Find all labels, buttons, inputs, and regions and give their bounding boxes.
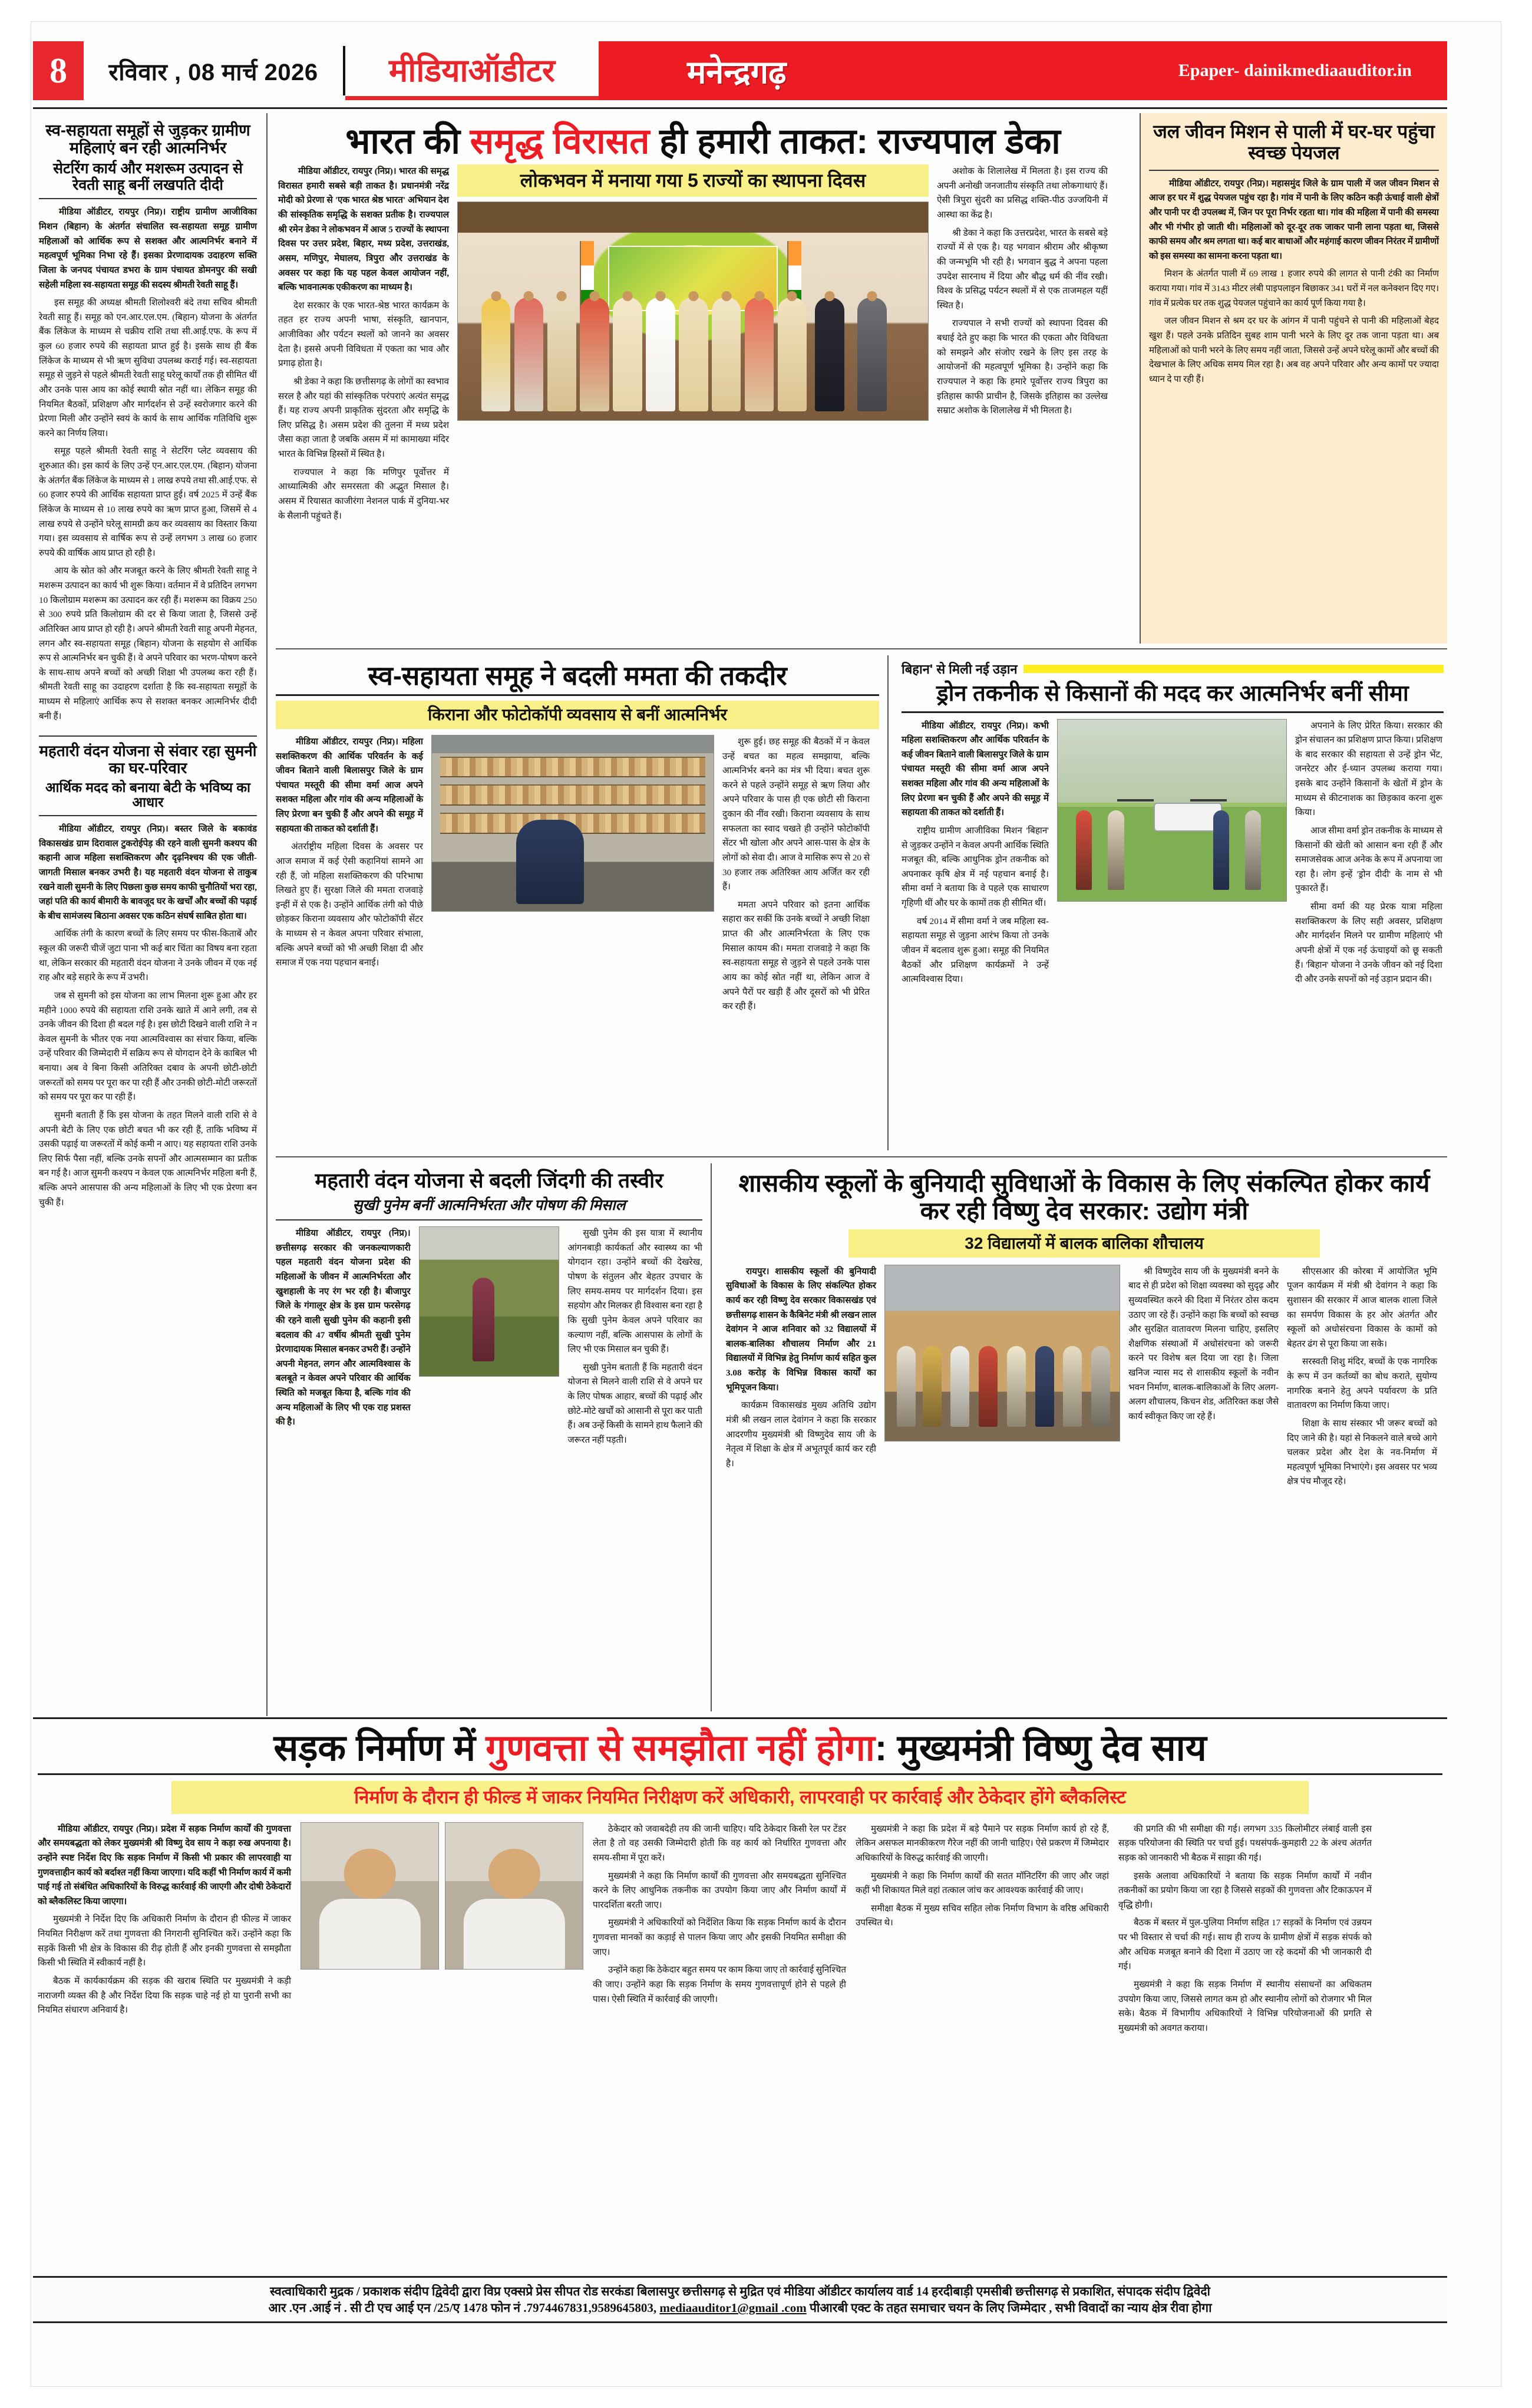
section-rule-1 (276, 648, 1447, 649)
lead-c1-p3: श्री डेका ने कहा कि छत्तीसगढ़ के लोगों का स्वभाव सरल है और यहां की सांस्कृतिक परंपराएं अत्यंत समृद्ध हैं। यह राज्य अपनी प्राकृतिक सुंदरता और समृद्धि के लिए प्रसिद्ध है। असम प्रदेश की तुलना में मध्य प्रदेश जैसा कहा जाता है जबकि असम में मां कामाख्या मंदिर भारत के विभिन्न हिस्सों में स्थित है। (278, 376, 449, 460)
shopkeeper-figure (516, 820, 584, 904)
bottom-c2-p2: मुख्यमंत्री ने कहा कि निर्माण कार्यों की गुणवत्ता और समयबद्धता सुनिश्चित करने के लिए आधुनिक तकनीक का उपयोग किया जाए और निर्माण कार्यों में पारदर्शिता बरती जाए। (593, 1871, 846, 1910)
school-c1-p2: कार्यक्रम विकासखंड मुख्य अतिथि उद्योग मंत्री श्री लखन लाल देवांगन ने कहा कि सरकार आदरणीय मुख्यमंत्री श्री विष्णुदेव साय जी के नेतृत्व में शिक्षा के क्षेत्र में अभूतपूर्व कार्य कर रही है। (726, 1400, 876, 1469)
lead-photo-statehood-day (457, 202, 929, 421)
left-top-p4: आय के स्रोत को और मजबूत करने के लिए श्रीमती रेवती साहू ने मशरूम उत्पादन का कार्य भी शुरू किया। वर्तमान में वे प्रतिदिन लगभग 10 किलोग्राम मशरूम का उत्पादन कर रही हैं। मशरूम का विक्रय 250 से 300 रुपये प्रति किलोग्राम की दर से किया जाता है, जिससे उन्हें अतिरिक्त आय प्राप्त हो रही है। अपने श्रीमती रेवती साहू अपनी मेहनत, लगन और स्व-सहायता समूह (बिहान) योजना के सहयोग से आर्थिक रूप से आत्मनिर्भर बन चुकी हैं। वे अपने परिवार का भरण-पोषण करने के साथ-साथ अपने बच्चों को अच्छी शिक्षा भी उपलब्ध करा रही हैं। श्रीमती रेवती साहू का उदाहरण दर्शाता है कि स्व-सहायता समूहों के माध्यम से महिलाएं आर्थिक रूप से सशक्त बनकर आत्मनिर्भर दीदी बनी हैं। (39, 566, 257, 721)
lead-c2-p2: श्री डेका ने कहा कि उत्तरप्रदेश, भारत के सबसे बड़े राज्यों में से एक है। यह भगवान श्रीराम और श्रीकृष्ण की जन्मभूमि भी रही है। भगवान बुद्ध ने अपना पहला उपदेश सारनाथ में दिया और बौद्ध धर्म की नींव रखी। विश्व के प्रसिद्ध पर्यटन स्थलों में से एक ताजमहल यहीं स्थित है। (937, 227, 1108, 311)
midstory-c1-p2: अंतर्राष्ट्रीय महिला दिवस के अवसर पर आज समाज में कई ऐसी कहानियां सामने आ रही हैं, जो महिला सशक्तिकरण की परिभाषा लिखते हुए हैं। सुरक्षा जिले की ममता राजवाड़े इन्हीं में से एक है। उन्होंने आर्थिक तंगी को पीछे छोड़कर किराना व्यवसाय और फोटोकॉपी सेंटर के माध्यम से न केवल अपना परिवार संभाला, बल्कि अपने बच्चों को भी अच्छी शिक्षा दी और समाज में एक नया पहचान बनाई। (276, 842, 423, 968)
section-rule-2 (276, 1156, 1447, 1157)
bottom-c3-p2: मुख्यमंत्री ने कहा कि निर्माण कार्यों की सतत मॉनिटरिंग की जाए और जहां कहीं भी शिकायत मिले वहां तत्काल जांच कर आवश्यक कार्रवाई की जाए। (856, 1871, 1109, 1896)
page-number: 8 (33, 41, 84, 100)
bottom-c4-p2: इसके अलावा अधिकारियों ने बताया कि सड़क निर्माण कार्यों में नवीन तकनीकों का प्रयोग किया जा रहा है जिससे सड़कों की गुणवत्ता और टिकाऊपन में वृद्धि होगी। (1118, 1871, 1372, 1910)
school-c3-p1: सीएसआर की कोरबा में आयोजित भूमि पूजन कार्यक्रम में मंत्री श्री देवांगन ने कहा कि सुशासन की सरकार में आज बालक शाला जिले का समर्पण विकास के हर ओर अंतर्गत और स्कूलों को अधोसंरचना विकास के कामों को बेहतर ढंग से पूरा किया जा सके। (1287, 1266, 1437, 1349)
left-top-p2: इस समूह की अध्यक्ष श्रीमती शिलोश्वरी बंदे तथा सचिव श्रीमती रेवती साहू हैं। समूह को एन.आर.एल.एम. (बिहान) योजना के अंतर्गत बैंक लिंकेज के माध्यम से चक्रीय राशि तथा सी.आई.एफ. के रूप में कुल 60 हजार रुपये की सहायता प्राप्त हुई है। इसके साथ ही बैंक लिंकेज के माध्यम से भी ऋण सुविधा उपलब्ध कराई गई। स्व-सहायता समूह से जुड़ने से पहले श्रीमती रेवती साहू घरेलू कार्यों तक ही सीमित थीं और उनके पास आय का कोई स्थायी स्रोत नहीं था। लेकिन समूह की नियमित बैठकों, प्रशिक्षण और मार्गदर्शन से उन्हें स्वरोजगार करने की प्रेरणा मिली और उन्होंने स्वयं के कार्य के साथ आर्थिक गतिविधि शुरू करने का निर्णय लिया। (39, 298, 257, 438)
school-col1 (726, 1265, 876, 1493)
publication-date: रविवार , 08 मार्च 2026 (108, 59, 318, 85)
lead-c1-p4: राज्यपाल ने कहा कि मणिपुर पूर्वोत्तर में आध्यात्मिकी और समरसता की अद्भुत मिसाल है। असम में रियासत काजीरंगा नेशनल पार्क में दुनिया-भर के सैलानी पहुंचते हैं। (278, 467, 449, 521)
midstory-subheadline: किराना और फोटोकॉपी व्यवसाय से बनीं आत्मनिर्भर (276, 701, 879, 729)
farmer-woman-figure (473, 1278, 495, 1361)
drone-c1-p1: मीडिया ऑडीटर, रायपुर (निप्र)। कभी महिला सशक्तिकरण और आर्थिक परिवर्तन के कई जीवन बिताने वाली बिलासपुर जिले के ग्राम पंचायत मस्तूरी की सीमा वर्मा आज अपने सशक्त महिला और गांव की अन्य महिलाओं के लिए प्रेरणा बन चुकी हैं और अपने की समूह में सहायता की ताकत को दर्शाती हैं। (902, 720, 1049, 818)
bottom-c1-p3: बैठक में कार्यकार्यक्रम की सड़क की खराब स्थिति पर मुख्यमंत्री ने कड़ी नाराजगी व्यक्त की है और निर्देश दिया कि सड़क चाहे नई हो या पुरानी सभी का नियमित संधारण अनिवार्य है। (38, 1975, 291, 2016)
city-strip (599, 41, 1447, 100)
mahtari-c1-p1: मीडिया ऑडीटर, रायपुर (निप्र)। छत्तीसगढ़ सरकार की जनकल्याणकारी पहल महतारी वंदन योजना प्रदेश की महिलाओं के जीवन में आत्मनिर्भरता और खुशहाली के नए रंग भर रही है। बीजापुर जिले के गंगालूर क्षेत्र के इस ग्राम फरसेगढ़ की रहने वाली सुखी पुनेम की कहानी इसी बदलाव की 47 वर्षीय श्रीमती सुखी पुनेम प्रेरणादायक मिसाल बनकर उभरी हैं। उन्होंने अपनी मेहनत, लगन और आत्मविश्वास के बलबूते न केवल अपने परिवार की आर्थिक स्थिति को मजबूत किया है, बल्कि गांव की अन्य महिलाओं के लिए भी एक राह प्रशस्त की है। (276, 1228, 411, 1427)
bottom-headline-a: सड़क निर्माण में (273, 1728, 486, 1769)
left-top-subheadline: सेटरिंग कार्य और मशरूम उत्पादन से रेवती साहू बनीं लखपति दीदी (39, 160, 257, 199)
midstory-photo-shop (431, 735, 714, 912)
bottom-c2-p3: मुख्यमंत्री ने अधिकारियों को निर्देशित किया कि सड़क निर्माण कार्य के दौरान गुणवत्ता मानकों का कड़ाई से पालन किया जाए और इसकी नियमित समीक्षा की जाए। (593, 1918, 846, 1957)
drone-c2-p1: अपनाने के लिए प्रेरित किया। सरकार की ड्रोन संचालन का प्रशिक्षण प्राप्त किया। प्रशिक्षण के बाद सरकार की सहायता से उन्हें ड्रोन भेंट, जनरेटर और ई-ध्यान उपलब्ध कराया गया। इसके बाद उन्होंने किसानों के खेतों में ड्रोन के माध्यम से कीटनाशक का छिड़काव करना शुरू किया। (1295, 720, 1442, 818)
drone-c1-p2: राष्ट्रीय ग्रामीण आजीविका मिशन 'बिहान' से जुड़कर उन्होंने न केवल अपनी आर्थिक स्थिति मजबूत की, बल्कि आधुनिक ड्रोन तकनीक को अपनाकर कृषि क्षेत्र में नई पहचान बनाई है। सीमा वर्मा ने बताया कि वे पहले एक साधारण गृहिणी थीं और घर के कामों तक ही सीमित थीं। (902, 825, 1049, 909)
bottom-headline (38, 1722, 1442, 1775)
midstory-selfhelp (276, 655, 889, 1150)
footer-rni: आर .एन .आई नं . सी टी एच आई एन /25/ए 1478 फोन नं .7974467831,9589645803, (268, 2301, 660, 2315)
drone-col1 (902, 719, 1049, 991)
left-mid-p3: जब से सुमनी को इस योजना का लाभ मिलना शुरू हुआ और हर महीने 1000 रुपये की सहायता राशि उनके खाते में आने लगी, तब से उनके जीवन की दिशा ही बदल गई है। इस छोटी दिखने वाली राशि ने न केवल सुमनी के भीतर एक नया आत्मविश्वास का संचार किया, बल्कि उन्हें परिवार की जिम्मेदारी में सक्रिय रूप से योगदान देने के काबिल भी बनाया। अब वे बिना किसी अतिरिक्त दबाव के अपनी छोटी-छोटी जरूरतों को समय पर पूरा कर पा रही हैं और उनकी छोटी-मोटी जरूरतों को समय पर पूरा कर पा रही हैं। (39, 990, 257, 1103)
left-mid-subheadline: आर्थिक मदद को बनाया बेटी के भविष्य का आधार (39, 780, 257, 817)
lead-c1-p1: मीडिया ऑडीटर, रायपुर (निप्र)। भारत की समृद्ध विरासत हमारी सबसे बड़ी ताकत है। प्रधानमंत्री नरेंद्र मोदी को प्रेरणा से 'एक भारत श्रेष्ठ भारत' अभियान देश की सांस्कृतिक समृद्धि के सशक्त प्रतीक है। राज्यपाल श्री रमेन डेका ने लोकभवन में आज 5 राज्यों के स्थापना दिवस पर उत्तर प्रदेश, बिहार, मध्य प्रदेश, उत्तराखंड, असम, मणिपुर, मेघालय, त्रिपुरा और उत्तराखंड के अवसर पर कहा कि यह पहल केवल आयोजन नहीं, बल्कि भावनात्मक एकीकरण का माध्यम है। (278, 166, 449, 293)
right-top-p3: जल जीवन मिशन से श्रम दर घर के आंगन में पानी पहुंचने से पानी की महिलाओं बेहद खुश हैं। पहले उनके प्रतिदिन सुबह शाम पानी भरने के लिए दूर तक जाना पड़ता था। अब महिलाओं को पानी भरने के लिए समय नहीं जाता, जिससे उन्हें अपने घरेलू कामों और बच्चों की देखभाल के लिए अधिक समय मिल रहा है। अब वह अपने परिवार और अन्य कामों पर ज्यादा ध्यान दे पा रही हैं। (1149, 316, 1439, 384)
bottom-c4-p3: बैठक में बस्तर में पुल-पुलिया निर्माण सहित 17 सड़कों के निर्माण एवं उन्नयन पर भी विस्तार से चर्चा की गई। साथ ही राज्य के ग्रामीण क्षेत्रों में सड़क संपर्क को और अधिक मजबूत बनाने की दिशा में उठाए जा रहे कदमों की भी जानकारी दी गई। (1118, 1918, 1372, 1972)
lead-col2 (937, 164, 1108, 527)
left-mid-body (39, 822, 257, 1210)
school-col3 (1287, 1265, 1437, 1493)
right-top-body (1149, 177, 1439, 387)
bottom-c4-p4: मुख्यमंत्री ने कहा कि सड़क निर्माण में स्थानीय संसाधनों का अधिकतम उपयोग किया जाए, जिससे लागत कम हो और स्थानीय लोगों को रोजगार भी मिल सके। बैठक में विभागीय अधिकारियों ने विभिन्न परियोजनाओं की प्रगति से मुख्यमंत्री को अवगत कराया। (1118, 1979, 1372, 2033)
lead-c2-p1: अशोक के शिलालेख में मिलता है। इस राज्य की अपनी अनोखी जनजातीय संस्कृति तथा लोकगाथाएं हैं। ऐसी त्रिपुरा सुंदरी का प्रसिद्ध शक्ति-पीठ उज्जयिनी में आस्था का केंद्र है। (937, 166, 1108, 220)
right-top-story (1140, 113, 1447, 644)
bottom-col1 (38, 1822, 291, 2040)
midstory-col2 (722, 735, 870, 1018)
bottom-c2-p4: उन्होंने कहा कि ठेकेदार बहुत समय पर काम किया जाए तो कार्रवाई सुनिश्चित की जाए। उन्होंने कहा कि सड़क निर्माण के समय गुणवत्तापूर्ण होने से पहले ही पास। ऐसी स्थिति में कार्रवाई की जाएगी। (593, 1965, 846, 2004)
left-mid-headline: महतारी वंदन योजना से संवार रहा सुमनी का घर-परिवार (39, 742, 257, 777)
school-col2 (1128, 1265, 1279, 1493)
epaper-url: Epaper- dainikmediaauditor.in (1178, 61, 1412, 80)
left-rail (33, 113, 268, 1716)
mahtari-story (276, 1163, 712, 1711)
bottom-c1-p1: मीडिया ऑडीटर, रायपुर (निप्र)। प्रदेश में सड़क निर्माण कार्यों की गुणवत्ता और समयबद्धता को लेकर मुख्यमंत्री श्री विष्णु देव साय ने कड़ा रुख अपनाया है। उन्होंने स्पष्ट निर्देश दिए कि सड़क निर्माण में किसी भी प्रकार की लापरवाही या गुणवत्ताहीन कार्य को बर्दाश्त नहीं किया जाएगा। यदि कहीं भी निर्माण कार्य में कमी पाई गई तो संबंधित अधिकारियों के विरुद्ध कार्रवाई की जाएगी और दोषी ठेकेदारों को ब्लैकलिस्ट किया जाएगा। (38, 1823, 291, 1906)
bottom-headline-b: : मुख्यमंत्री विष्णु देव साय (874, 1728, 1207, 1769)
lead-headline-highlight: समृद्ध विरासत (470, 121, 650, 161)
bottom-story (33, 1722, 1447, 2276)
bottom-col2 (593, 1822, 846, 2040)
bottom-col3 (856, 1822, 1109, 2040)
school-story (721, 1163, 1447, 1711)
footer-legal: पीआरबी एक्ट के तहत समाचार चयन के लिए जिम्मेदार , सभी विवादों का न्याय क्षेत्र रीवा होगा (806, 2301, 1212, 2315)
lead-headline (276, 113, 1130, 164)
footer-imprint (33, 2276, 1447, 2323)
bottom-col4 (1118, 1822, 1372, 2040)
left-top-p1: मीडिया ऑडीटर, रायपुर (निप्र)। राष्ट्रीय ग्रामीण आजीविका मिशन (बिहान) के अंतर्गत संचालित स्व-सहायता समूह ग्रामीण महिलाओं को आर्थिक रूप से सशक्त और आत्मनिर्भर बनाने में महत्वपूर्ण भूमिका निभा रहे हैं। इसका प्रेरणादायक उदाहरण सक्ति जिला के जनपद पंचायत डभरा के ग्राम पंचायत डोमनपुर की सखी सहेली महिला स्व-सहायता समूह की सदस्य श्रीमती रेवती साहू हैं। (39, 207, 257, 290)
midstory-headline: स्व-सहायता समूह ने बदली ममता की तकदीर (276, 655, 879, 696)
drone-story (898, 655, 1447, 1150)
bottom-subheadline: निर्माण के दौरान ही फील्ड में जाकर नियमित निरीक्षण करें अधिकारी, लापरवाही पर कार्रवाई और ठेकेदार होंगे ब्लैकलिस्ट (171, 1781, 1309, 1813)
school-c1-p1: रायपुर। शासकीय स्कूलों की बुनियादी सुविधाओं के विकास के लिए संकल्पित होकर कार्य कर रही विष्णु देव सरकार विकासखंड एवं छत्तीसगढ़ शासन के कैबिनेट मंत्री श्री लखन लाल देवांगन ने आज शनिवार को 32 विद्यालयों में बालक-बालिका शौचालय निर्माण और 21 विद्यालयों में विभिन्न हेतु निर्माण कार्य सहित कुल 3.08 करोड़ के विभिन्न विकास कार्यों का भूमिपूजन किया। (726, 1266, 876, 1393)
drone-headline: ड्रोन तकनीक से किसानों की मदद कर आत्मनिर्भर बनीं सीमा (902, 678, 1444, 713)
school-c2-p1: श्री विष्णुदेव साय जी के मुख्यमंत्री बनने के बाद से ही प्रदेश को शिक्षा व्यवस्था को सुदृढ़ और सुव्यवस्थित करने की दिशा में निरंतर ठोस कदम उठाए जा रहे हैं। उन्होंने कहा कि बच्चों को स्वच्छ और सुरक्षित वातावरण मिलना चाहिए, इसलिए शैक्षणिक संस्थाओं में अधोसंरचना को जरूरी करने पर विशेष बल दिया जा रहा है। जिला खनिज न्यास मद से शासकीय स्कूलों के नवीन भवन निर्माण, बालक-बालिकाओं के लिए अलग-अलग शौचालय, किचन शेड, अतिरिक्त कक्ष जैसे कार्य स्वीकृत किए जा रहे हैं। (1128, 1266, 1279, 1421)
bottom-headline-highlight: गुणवत्ता से समझौता नहीं होगा (486, 1728, 875, 1769)
left-top-p3: समूह पहले श्रीमती रेवती साहू ने सेटरिंग प्लेट व्यवसाय की शुरुआत की। इस कार्य के लिए उन्हें एन.आर.एल.एम. (बिहान) योजना के अंतर्गत बैंक लिंकेज के माध्यम से 1 लाख रुपये तथा सी.आई.एफ. से 60 हजार रुपये की आर्थिक सहायता प्राप्त हुई। वर्ष 2025 में उन्हें बैंक लिंकेज के माध्यम से 10 लाख रुपये का ऋण प्राप्त हुआ, जिसमें से 4 लाख रुपये से उन्होंने घरेलू सामग्री क्रय कर व्यवसाय का विस्तार किया गया। इस व्यवसाय से वार्षिक रूप से उन्हें लगभग 3 लाख 60 हजार रुपये की वार्षिक आय प्राप्त हो रही है। (39, 446, 257, 558)
left-top-headline: स्व-सहायता समूहों से जुड़कर ग्रामीण महिलाएं बन रही आत्मनिर्भर (45, 121, 250, 157)
bottom-c1-p2: मुख्यमंत्री ने निर्देश दिए कि अधिकारी निर्माण के दौरान ही फील्ड में जाकर नियमित निरीक्षण करें तथा गुणवत्ता की निगरानी सुनिश्चित करें। उन्होंने कहा कि सड़कें किसी भी क्षेत्र के विकास की रीढ़ होती हैं और इनकी गुणवत्ता से समझौता किसी भी स्थिति में स्वीकार्य नहीं है। (38, 1914, 291, 1968)
school-subheadline: 32 विद्यालयों में बालक बालिका शौचालय (848, 1229, 1320, 1258)
midstory-c2-p2: ममता अपने परिवार को इतना आर्थिक सहारा कर सकीं कि उनके बच्चों ने अच्छी शिक्षा प्राप्त की और आत्मनिर्भरता के लिए एक मिसाल कायम की। ममता राजवाड़े ने कहा कि स्व-सहायता समूह से जुड़ने से पहले उनके पास आय का कोई स्रोत नहीं था, लेकिन आज वे अपने पैरों पर खड़ी हैं और दूसरों को भी प्रेरित कर रही हैं। (722, 899, 870, 1012)
lead-headline-b: ही हमारी ताकत: राज्यपाल डेका (649, 121, 1061, 161)
bottom-c2-p1: ठेकेदार को जवाबदेही तय की जानी चाहिए। यदि ठेकेदार किसी रेल पर टेंडर लेता है तो वह उसकी जिम्मेदारी होती कि वह कार्य को निर्धारित गुणवत्ता और समय-सीमा में पूरा करें। (593, 1823, 846, 1863)
school-c3-p3: शिक्षा के साथ संस्कार भी जरूर बच्चों को दिए जाने की है। यहां से निकलने वाले बच्चे आगे चलकर प्रदेश और देश के नव-निर्माण में महत्वपूर्ण भूमिका निभाएंगे। इस अवसर पर भव्य क्षेत्र पंच मौजूद रहे। (1287, 1418, 1437, 1487)
midstory-c2-p1: शुरू हुई। छह समूह की बैठकों में न केवल उन्हें बचत का महत्व समझाया, बल्कि आत्मनिर्भर बनने का मंत्र भी दिया। बचत शुरू करने से पहले उन्होंने समूह से ऋण लिया और अपने परिवार के पास ही एक छोटी सी किराना दुकान की नींव रखी। किराना व्यवसाय के साथ सफलता का स्वाद चखते ही उन्होंने फोटोकॉपी सेंटर भी खोला और अपने आस-पास के क्षेत्र के लोगों को सेवा दी। आज वे मासिक रूप से 20 से 30 हजार तक अतिरिक्त आय अर्जित कर रही हैं। (722, 736, 870, 892)
midstory-col1 (276, 735, 423, 1018)
footer-line-1: स्वत्वाधिकारी मुद्रक / प्रकाशक संदीप द्विवेदी द्वारा विप्र एक्सप्रे प्रेस सीपत रोड सरकंडा बिलासपुर छत्तीसगढ़ से मुद्रित एवं मीडिया ऑडीटर कार्यालय वार्ड 14 हरदीबाड़ी एमसीबी छत्तीसगढ़ से प्रकाशित, संपादक संदीप द्विवेदी (270, 2284, 1210, 2298)
bottom-photo-portrait-2 (445, 1822, 583, 1970)
bottom-c3-p1: मुख्यमंत्री ने कहा कि प्रदेश में बड़े पैमाने पर सड़क निर्माण कार्य हो रहे हैं, लेकिन असफल मानकीकरण गैरेज नहीं की जानी चाहिए। ऐसे प्रकरण में जिम्मेदार अधिकारियों के विरुद्ध कार्रवाई की जाएगी। (856, 1823, 1109, 1863)
lead-subheadline: लोकभवन में मनाया गया 5 राज्यों का स्थापना दिवस (457, 164, 929, 196)
lead-story (276, 113, 1130, 644)
section-rule-3 (33, 1717, 1447, 1719)
midstory-c1-p1: मीडिया ऑडीटर, रायपुर (निप्र)। महिला सशक्तिकरण की आर्थिक परिवर्तन के कई जीवन बिताने वाली बिलासपुर जिले के ग्राम पंचायत मस्तूरी की सीमा वर्मा आज अपने सशक्त महिला और गांव की अन्य महिलाओं के लिए प्रेरणा बन चुकी हैं और अपने की समूह में सहायता की ताकत को दर्शाती हैं। (276, 736, 423, 834)
bottom-c4-p1: की प्रगति की भी समीक्षा की गई। लगभग 335 किलोमीटर लंबाई वाली इस सड़क परियोजना की स्थिति पर चर्चा हुई। पथसंपर्क-कुमहारी 22 के अंश्च अंतर्गत सड़क को जानकारी भी बैठक में साझा की गई। (1118, 1823, 1372, 1863)
edition-city: मनेन्द्रगढ़ (687, 55, 787, 90)
kicker-bar (1023, 665, 1444, 673)
bottom-photo-portrait-1 (301, 1822, 439, 1970)
school-headline: शासकीय स्कूलों के बुनियादी सुविधाओं के विकास के लिए संकल्पित होकर कार्य कर रही विष्णु देव सरकार: उद्योग मंत्री (738, 1169, 1430, 1225)
left-mid-p2: आर्थिक तंगी के कारण बच्चों के लिए समय पर फीस-किताबें और स्कूल की जरूरी चीजें जुटा पाना भी कई बार चिंता का विषय बना रहता था, लेकिन सरकार की महतारी वंदन योजना ने उनके जीवन में एक नई राह और बड़े सहारे के रूप में उभरी। (39, 929, 257, 983)
footer-line-2 (33, 2300, 1447, 2321)
left-mid-p1: मीडिया ऑडीटर, रायपुर (निप्र)। बस्तर जिले के बकावंड विकासखंड ग्राम दिरावाल टुकरोईपेड़ की रहने वाली सुमनी कश्यप की कहानी आज महिला सशक्तिकरण और दृढ़निश्चय की एक जीती-जागती मिसाल बनकर उभरी है। यह महतारी वंदन योजना से ताकुब रखने वाली सुमनी के लिए पिछला कुछ समय काफी चुनौतियों भरा रहा, जहां पति की कार्य बीमारी के बावजूद घर के खर्चों और बच्चों की पढ़ाई के बीच सामंजस्य बिठाना अवसर एक कठिन संघर्ष साबित होता था। (39, 824, 257, 921)
mahtari-col2 (567, 1226, 702, 1451)
mahtari-c2-p2: सुखी पुनेम बताती हैं कि महतारी वंदन योजना से मिलने वाली राशि से वे अपने घर के लिए पोषक आहार, बच्चों की पढ़ाई और छोटे-मोटे खर्चों को आसानी से पूरा कर पाती हैं। अब उन्हें किसी के सामने हाथ फैलाने की जरूरत नहीं पड़ती। (567, 1362, 702, 1445)
lead-c2-p3: राज्यपाल ने सभी राज्यों को स्थापना दिवस की बधाई देते हुए कहा कि भारत की एकता और विविधता को समझने और संजोए रखने के लिए इस तरह के आयोजनों की महत्वपूर्ण भूमिका है। उन्होंने कहा कि राज्यपाल ने कहा कि हमारे पूर्वोत्तर राज्य त्रिपुरा का इतिहास काफी प्राचीन है, जिसके इतिहास का उल्लेख सम्राट अशोक के शिलालेख में भी मिलता है। (937, 318, 1108, 416)
left-top-body (39, 205, 257, 724)
mahtari-subheadline: सुखी पुनेम बनीं आत्मनिर्भरता और पोषण की मिसाल (276, 1195, 702, 1221)
right-top-p2: मिशन के अंतर्गत पाली में 69 लाख 1 हजार रुपये की लागत से पानी टंकी का निर्माण कराया गया। गांव में 3143 मीटर लंबी पाइपलाइन बिछाकर 341 घरों में नल कनेक्शन दिए गए। गांव में प्रत्येक घर तक शुद्ध पेयजल पहुंचाने का कार्य पूर्ण किया गया है। (1149, 269, 1439, 308)
lead-col1 (278, 164, 449, 527)
masthead-rule (33, 107, 1447, 109)
school-c3-p2: सरस्वती शिशु मंदिर, बच्चों के एक नागरिक के रूप में उन कर्तव्यों का बोध कराते, सुयोग्य नागरिक बनाने हेतु अपने पर्यावरण के प्रति वातावरण का निर्माण किया जाए। (1287, 1357, 1437, 1411)
brand-logo: मीडियाऑडीटर (345, 41, 599, 100)
right-top-p1: मीडिया ऑडीटर, रायपुर (निप्र)। महासमुंद जिले के ग्राम पाली में जल जीवन मिशन से आज हर घर में शुद्ध पेयजल पहुंच रहा है। गांव में पानी के लिए कठिन कड़ी ऊंचाई वाली क्षेत्रों और पानी पर दी उपलब्ध में, जिन पर पूरा निर्भर रहता था। गांव की महिला में पानी की समस्या और भी गंभीर हो जाती थी। महिलाओं को दूर-दूर तक जाकर पानी लाना पड़ता था, जिससे काफी समय और श्रम लगता था। कई बार बाधाओं और महंगाई कारण जीवन निरंतर में ग्रामीणों को इस समस्या का सामना करना पड़ता था। (1149, 178, 1439, 261)
drone-photo (1057, 719, 1287, 902)
school-photo-ceremony (884, 1265, 1120, 1441)
drone-c2-p3: सीमा वर्मा की यह प्रेरक यात्रा महिला सशक्तिकरण के लिए सही अवसर, प्रशिक्षण और मार्गदर्शन मिलने पर ग्रामीण महिलाएं भी अपनी क्षेत्रों में एक नई ऊंचाइयों को छू सकती हैं। 'बिहान' योजना ने उनके जीवन को नई दिशा दी और उनके सपनों को नई उड़ान प्रदान की। (1295, 902, 1442, 985)
mahtari-headline: महतारी वंदन योजना से बदली जिंदगी की तस्वीर (315, 1169, 663, 1192)
footer-email[interactable]: mediaauditor1@gmail .com (659, 2301, 807, 2315)
drone-c1-p3: वर्ष 2014 में सीमा वर्मा ने जब महिला स्व-सहायता समूह से जुड़ना आरंभ किया तो उनके जीवन में बदलाव शुरू हुआ। समूह की नियमित बैठकों और प्रशिक्षण कार्यक्रमों ने उन्हें आत्मविश्वास दिया। (902, 916, 1049, 985)
drone-col2 (1295, 719, 1442, 991)
masthead (33, 41, 1447, 100)
drone-icon (1154, 803, 1222, 832)
lead-headline-a: भारत की (345, 121, 470, 161)
mahtari-col1 (276, 1226, 411, 1451)
lead-c1-p2: देश सरकार के एक भारत-श्रेष्ठ भारत कार्यक्रम के तहत हर राज्य अपनी भाषा, संस्कृति, खानपान, आजीविका और पर्यटन स्थलों को जानने का अवसर देता है। इससे अपनी विविधता में एकता का भाव और प्रगाढ़ होता है। (278, 300, 449, 369)
mahtari-c2-p1: सुखी पुनेम की इस यात्रा में स्थानीय आंगनबाड़ी कार्यकर्ता और स्वास्थ्य का भी योगदान रहा। उन्होंने बच्चों की देखरेख, पोषण के संतुलन और बेहतर उपचार के लिए समय-समय पर मार्गदर्शन दिया। इस सहयोग और मिलकर ही विश्वास बना रहा है कि सुखी पुनेम केवल अपने परिवार का कल्याण नहीं, बल्कि आसपास के लोगों के लिए भी एक मिसाल बन चुकी हैं। (567, 1228, 702, 1355)
right-top-headline: जल जीवन मिशन से पाली में घर-घर पहुंचा स्वच्छ पेयजल (1149, 121, 1439, 171)
mahtari-photo-field (419, 1226, 560, 1377)
drone-kicker: बिहान' से मिली नई उड़ान (902, 662, 1018, 677)
drone-c2-p2: आज सीमा वर्मा ड्रोन तकनीक के माध्यम से किसानों की खेती को आसान बना रही हैं और समाजसेवक आज अनेक के रूप में अपनाया जा रहा है। लोग इन्हें 'ड्रोन दीदी' के नाम से भी पुकारते हैं। (1295, 825, 1442, 894)
bottom-c3-p3: समीक्षा बैठक में मुख्य सचिव सहित लोक निर्माण विभाग के वरिष्ठ अधिकारी उपस्थित थे। (856, 1903, 1109, 1928)
left-mid-p4: सुमनी बताती हैं कि इस योजना के तहत मिलने वाली राशि से वे अपनी बेटी के लिए एक छोटी बचत भी कर रही हैं, ताकि भविष्य में उसकी पढ़ाई या जरूरतों में कोई कमी न आए। यह सहायता राशि उनके लिए सिर्फ पैसा नहीं, बल्कि उनके सपनों और आत्मसम्मान का प्रतीक बन गई है। आज सुमनी कश्यप न केवल एक आत्मनिर्भर महिला बनी हैं, बल्कि अपने आसपास की अन्य महिलाओं के लिए भी एक प्रेरणा बन चुकी हैं। (39, 1110, 257, 1208)
